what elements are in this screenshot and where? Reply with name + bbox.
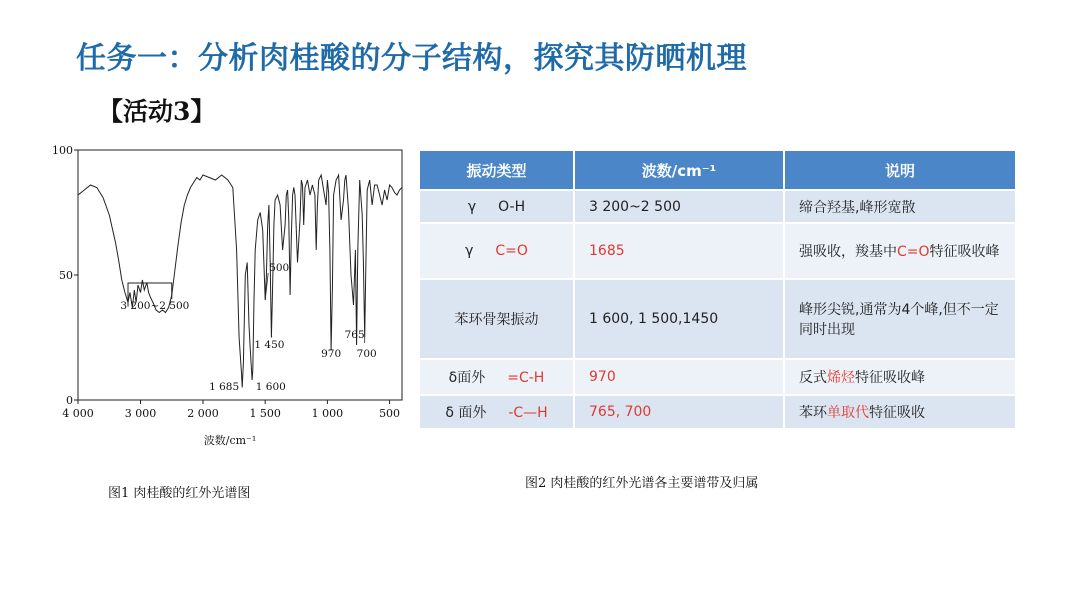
cell-wavenumber: 1 600, 1 500,1450 [574,279,784,359]
vibration-type-text: δ 面外 [445,405,487,421]
x-tick-label: 1 500 [249,407,281,420]
vibration-type-text: γ [467,198,477,215]
description-text: C=O [897,244,930,260]
cell-wavenumber: 3 200~2 500 [574,190,784,223]
vibration-type-text: -C—H [508,405,548,421]
cell-vibration-type [419,279,574,359]
vibration-type-text: γ [465,243,474,259]
cell-wavenumber: 1685 [574,223,784,279]
y-tick-label: 50 [59,269,73,282]
cell-wavenumber: 765, 700 [574,395,784,429]
cell-description [784,190,1016,223]
peak-label: 1 450 [254,339,285,351]
spectrum-line [78,175,402,388]
cell-vibration-type [419,190,574,223]
cell-description [784,395,1016,429]
table-row [419,359,1016,395]
header-vibration-type: 振动类型 [419,150,574,190]
vibration-type-text: C=O [495,243,528,259]
description-text: 缔合羟基,峰形宽散 [799,199,916,216]
peak-label: 765 [344,329,365,341]
table-row [419,279,1016,359]
peak-label: 700 [356,348,377,360]
y-tick-label: 0 [66,394,73,407]
cell-vibration-type [419,359,574,395]
table-row [419,190,1016,223]
x-tick-label: 4 000 [62,407,94,420]
description-text: 特征吸收峰 [855,370,925,386]
x-tick-label: 3 000 [124,407,157,420]
x-tick-label: 1 000 [311,407,344,420]
description-text: 峰形尖锐,通常为4个峰,但不一定同时出现 [799,302,999,338]
description-text: 苯环 [799,405,827,421]
header-wavenumber: 波数/cm⁻¹ [574,150,784,190]
description-text: 特征吸收峰 [929,244,1000,260]
peak-label: 3 200~2 500 [120,300,190,312]
y-tick-label: 100 [52,144,73,157]
cell-vibration-type [419,223,574,279]
vibration-type-text: 苯环骨架振动 [454,312,539,328]
header-description: 说明 [784,150,1016,190]
ir-band-table [418,149,1017,430]
plot-frame [78,150,402,400]
activity-label: 【活动3】 [98,97,216,126]
figure2-caption: 图2 肉桂酸的红外光谱各主要谱带及归属 [525,476,759,491]
x-tick-label: 500 [379,407,401,420]
description-text: 特征吸收 [869,405,925,421]
cell-description [784,279,1016,359]
cell-wavenumber: 970 [574,359,784,395]
description-text: 单取代 [827,405,869,421]
vibration-type-text: =C-H [507,370,545,386]
description-text: 强吸收，羧基中 [799,244,897,260]
cell-vibration-type [419,395,574,429]
figure1-caption: 图1 肉桂酸的红外光谱图 [108,486,251,501]
description-text: 反式 [799,370,827,386]
cell-description [784,359,1016,395]
table-row [419,395,1016,429]
page-title: 任务一：分析肉桂酸的分子结构，探究其防晒机理 [76,41,747,76]
peak-label: 1 685 [209,381,240,393]
cell-description [784,223,1016,279]
peak-label: 1 600 [255,381,286,393]
vibration-type-text: O-H [498,198,526,215]
peak-label: 500 [269,262,290,274]
description-text: 烯烃 [827,370,855,386]
x-tick-label: 2 000 [187,407,219,420]
x-axis-label: 波数/cm⁻¹ [203,434,257,447]
vibration-type-text: δ面外 [448,370,486,386]
peak-label: 970 [321,348,342,360]
ir-spectrum-chart [50,138,412,468]
table-row [419,223,1016,279]
